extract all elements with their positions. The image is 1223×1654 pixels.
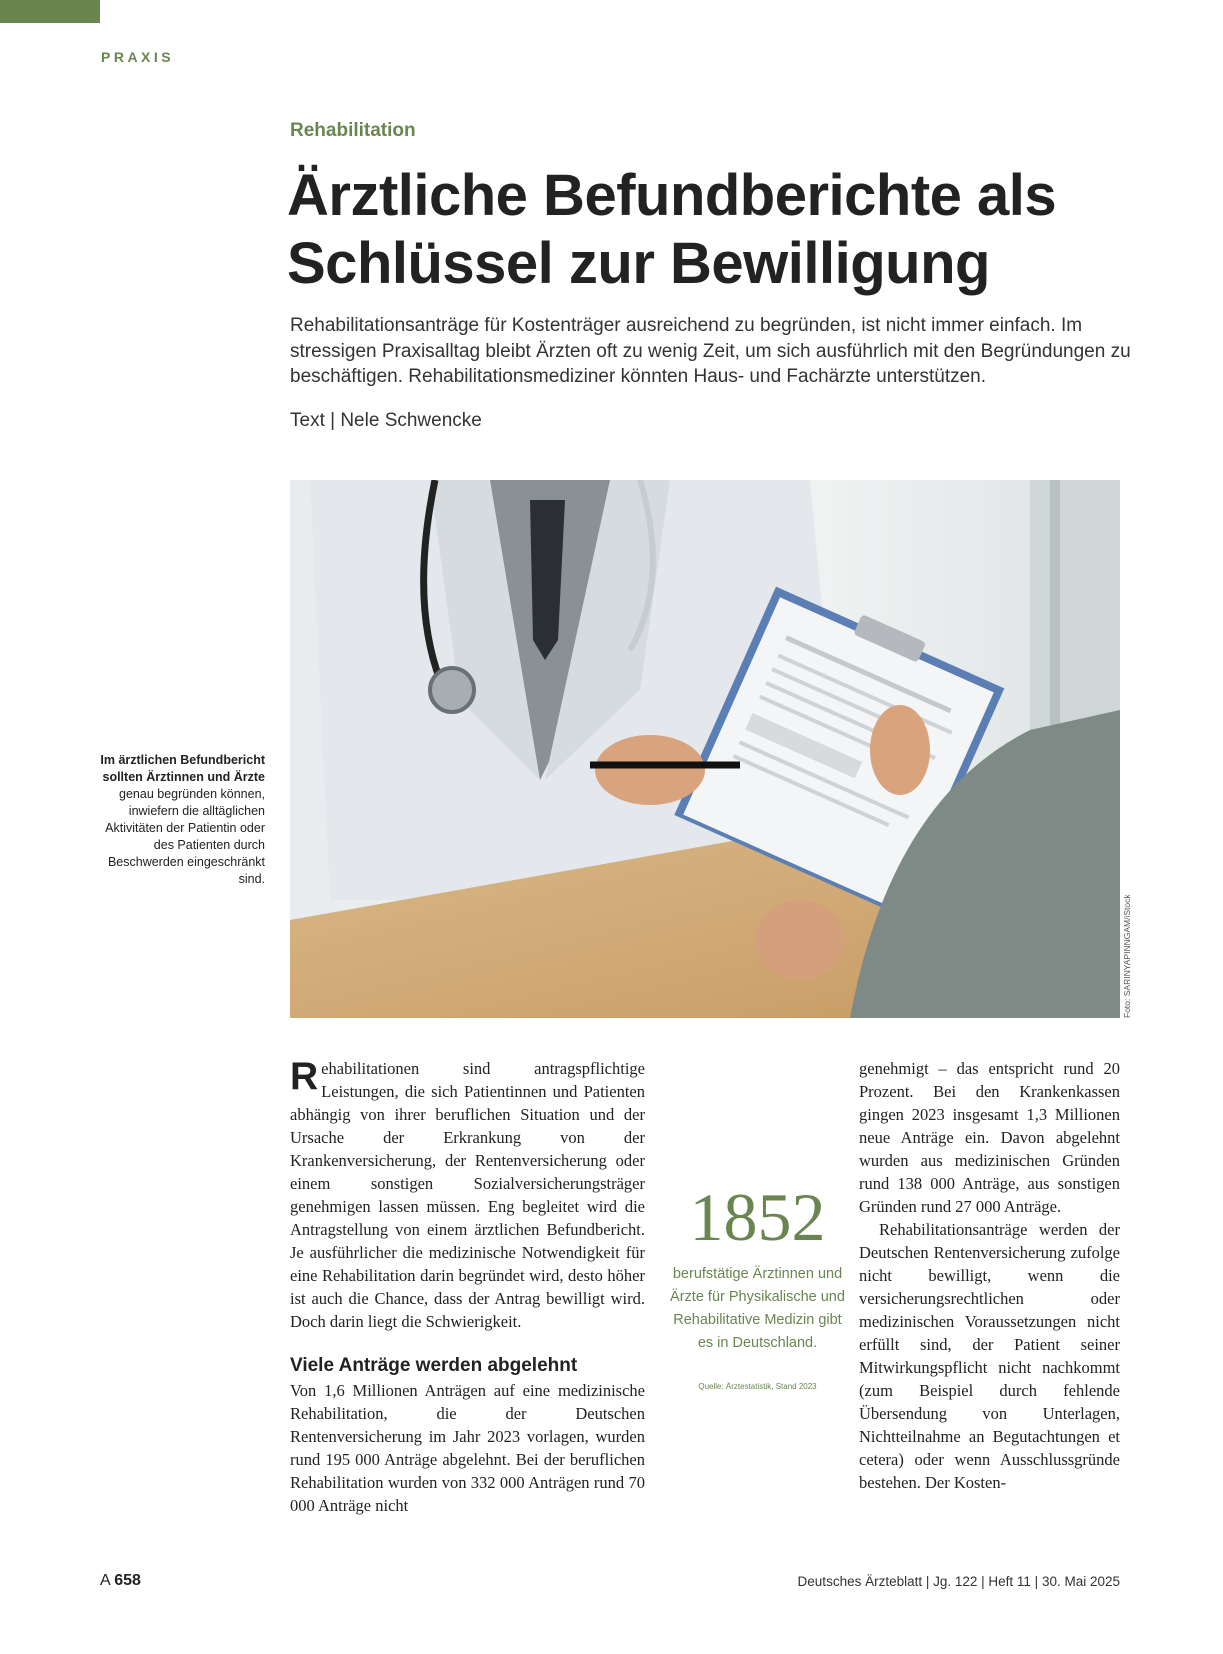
photo-credit: Foto: SARINYAPINNGAM/iStock (1122, 894, 1132, 1018)
subheading: Viele Anträge werden abgelehnt (290, 1355, 578, 1376)
title-line-2: Schlüssel zur Bewilligung (287, 231, 990, 296)
body-column-1 (290, 1057, 645, 1517)
stat-number: 1852 (689, 1179, 826, 1255)
paragraph-intro (290, 1057, 645, 1333)
page-prefix: A (100, 1572, 110, 1589)
stat-text: berufstätige Ärztinnen und Ärzte für Physikalische und Rehabilitative Medizin gibt es in Deutschland. (670, 1266, 845, 1351)
article-kicker: Rehabilitation (290, 120, 416, 141)
title-line-1: Ärztliche Befundberichte als (287, 163, 1057, 228)
caption-bold: Im ärztlichen Befundbericht sollten Ärztinnen und Ärzte (100, 753, 265, 784)
paragraph-4: Rehabilitationsanträge werden der Deutschen Rentenversicherung zufolge nicht bewilligt, wenn die versicherungsrechtlichen oder medizinischen Voraussetzungen nicht erfüllt sind, der Patient seiner Mitwirkungspflicht nicht nachkommt (zum Beispiel durch fehlende Übersendung von Unterlagen, Nichtteilnahme an Begutachtungen et cetera) oder wenn Ausschlussgründe bestehen. Der Kosten- (859, 1220, 1120, 1492)
publication-footer: Deutsches Ärzteblatt | Jg. 122 | Heft 11 | 30. Mai 2025 (797, 1574, 1120, 1589)
body-column-3 (859, 1057, 1120, 1494)
article-title (287, 162, 1167, 298)
photo-caption (95, 752, 265, 888)
paragraph-2: Von 1,6 Millionen Anträgen auf eine medizinische Rehabilitation, die der Deutschen Rentenversicherung im Jahr 2023 vorlagen, wurden rund 195 000 Anträge abgelehnt. Bei der beruflichen Rehabilitation wurden von 332 000 Anträgen rund 70 000 Anträge nicht (290, 1381, 645, 1515)
paragraph-intro-text: ehabilitationen sind antragspflichtige Leistungen, die sich Patientinnen und Patienten abhängig von ihrer beruflichen Situation und der Ursache der Erkrankung von der Krankenversicherung, der Rentenversicherung oder einem sonstigen Sozialversicherungsträger genehmigen lassen müssen. Eng begleitet wird die Antragstellung von einem ärztlichen Befundbericht. Je ausführlicher die medizinische Notwendigkeit für eine Rehabilitation darin begründet wird, desto höher ist auch die Chance, dass der Antrag bewilligt wird. Doch darin liegt die Schwierigkeit. (290, 1059, 645, 1331)
article-photo (290, 480, 1120, 1018)
page-number-value: 658 (114, 1572, 141, 1589)
section-label: PRAXIS (101, 49, 175, 65)
paragraph-3: genehmigt – das entspricht rund 20 Prozent. Bei den Krankenkassen gingen 2023 insgesamt 1,3 Millionen neue Anträge ein. Davon abgelehnt wurden aus medizinischen Gründen rund 138 000 Anträge, aus sonstigen Gründen rund 27 000 Anträge. (859, 1059, 1120, 1216)
stat-source: Quelle: Ärztestatistik, Stand 2023 (698, 1382, 817, 1391)
page-number (100, 1572, 141, 1590)
caption-text: genau begründen können, inwiefern die alltäglichen Aktivitäten der Patientin oder des Patienten durch Beschwerden eingeschränkt sind. (105, 787, 265, 886)
byline: Text | Nele Schwencke (290, 410, 482, 431)
article-lead: Rehabilitationsanträge für Kostenträger ausreichend zu begründen, ist nicht immer einfach. Im stressigen Praxisalltag bleibt Ärzten oft zu wenig Zeit, um sich ausführlich mit den Begründungen zu beschäftigen. Rehabilitationsmediziner könnten Haus- und Fachärzte unterstützen. (290, 315, 1131, 387)
dropcap: R (290, 1055, 319, 1098)
section-color-tab (0, 0, 100, 23)
